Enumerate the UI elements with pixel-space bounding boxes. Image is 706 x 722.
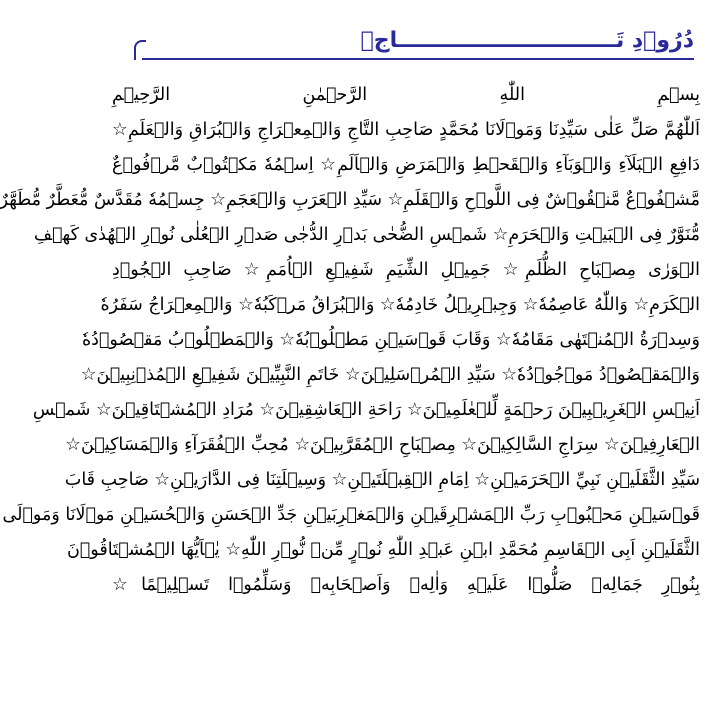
title-underline-hook	[134, 40, 146, 60]
text-line: سَيِّدِ الثَّقَلَيۡنِ نَبِيِّ الۡحَرَمَيۡنِ☆ اِمَامِ الۡقِبۡلَتَيۡنِ☆ وَسِيۡلَتِنَا فِى الدَّارَيۡنِ☆ صَاحِبِ قَابَ	[64, 470, 700, 490]
text-line: بِنُوۡرِ جَمَالِهٖ صَلُّوۡا عَلَيۡهِ وَاٰلِهٖ وَاَصۡحَابِهٖ وَسَلِّمُوۡا تَسۡلِيۡمًا☆	[112, 575, 700, 595]
text-line: اَنِيۡسِ الۡغَرِيۡبِيۡنَ رَحۡمَةٍ لِّلۡعٰلَمِيۡنَ☆ رَاحَةِ الۡعَاشِقِيۡنَ☆ مُرَادِ الۡمُشۡتَاقِيۡنَ☆ شَمۡسِ	[32, 400, 700, 420]
title-underline	[142, 58, 694, 60]
header	[112, 0, 700, 70]
text-line: اَللّٰهُمَّ صَلِّ عَلٰى سَيِّدِنَا وَمَوۡلَانَا مُحَمَّدٍ صَاحِبِ التَّاجِ وَالۡمِعۡرَاجِ وَالۡبُرَاقِ وَالۡعَلَمِ☆	[112, 120, 700, 140]
text-line: مُّنَوَّرٌ فِى الۡبَيۡتِ وَالۡحَرَمِ☆ شَمۡسِ الضُّحٰى بَدۡرِ الدُّجٰى صَدۡرِ الۡعُلٰى نُوۡرِ الۡهُدٰى كَهۡفِ	[33, 225, 700, 245]
text-line: الۡعَارِفِيۡنَ☆ سِرَاجِ السَّالِكِيۡنَ☆ مِصۡبَاحِ الۡمُقَرَّبِيۡنَ☆ مُحِبِّ الۡفُقَرَآءِ وَالۡمَسَاكِيۡنَ☆	[65, 435, 700, 455]
text-line: وَسِدۡرَةُ الۡمُنۡتَهٰى مَقَامُهٗ☆ وَقَابَ قَوۡسَيۡنِ مَطۡلُوۡبُهٗ☆ وَالۡمَطۡلُوۡبُ مَقۡصُوۡدُهٗ	[81, 330, 700, 350]
text-line: الۡكَرَمِ☆ وَاللّٰهُ عَاصِمُهٗ☆ وَجِبۡرِيۡلُ خَادِمُهٗ☆ وَالۡبُرَاقُ مَرۡكَبُهٗ☆ وَالۡمِعۡرَاجُ سَفَرُهٗ	[100, 295, 700, 315]
text-line: بِسۡمِ اللّٰهِ الرَّحۡمٰنِ الرَّحِیۡمِ	[112, 85, 700, 105]
text-line: الۡوَرٰى مِصۡبَاحِ الظُّلَمِ☆ جَمِيۡلِ الشِّيَمِ شَفِيۡعِ الۡاُمَمِ☆ صَاحِبِ الۡجُوۡدِ	[112, 260, 700, 280]
text-line: مَّشۡفُوۡعٌ مَّنۡقُوۡشٌ فِى اللَّوۡحِ وَالۡقَلَمِ☆ سَيِّدِ الۡعَرَبِ وَالۡعَجَمِ☆ جِسۡمُهٗ مُقَدَّسٌ مُّعَطَّرٌ مُّطَهَّرٌ	[0, 190, 700, 210]
page-title: دُرُوۡدِ تَـــــــــــــــــــــــــــــاجۡ	[360, 28, 694, 53]
text-line: وَالۡمَقۡصُوۡدُ مَوۡجُوۡدُهٗ☆ سَيِّدِ الۡمُرۡسَلِيۡنَ☆ خَاتَمِ النَّبِيِّيۡنَ شَفِيۡعِ الۡمُذۡنِبِيۡنَ☆	[80, 365, 700, 385]
text-line: قَوۡسَيۡنِ مَحۡبُوۡبِ رَبِّ الۡمَشۡرِقَيۡنِ وَالۡمَغۡرِبَيۡنِ جَدِّ الۡحَسَنِ وَالۡحُسَيۡنِ مَوۡلَانَا وَمَوۡلَى	[2, 505, 700, 525]
text-line: دَافِعِ الۡبَلَآءِ وَالۡوَبَآءِ وَالۡقَحۡطِ وَالۡمَرَضِ وَالۡاَلَمِ☆ اِسۡمُهٗ مَكۡتُوۡبٌ مَّرۡفُوۡعٌ	[112, 155, 700, 175]
text-line: الثَّقَلَيۡنِ اَبِى الۡقَاسِمِ مُحَمَّدِ ابۡنِ عَبۡدِ اللّٰهِ نُوۡرٍ مِّنۡ نُّوۡرِ اللّٰهِ☆ يٰۤاَيُّهَا الۡمُشۡتَاقُوۡنَ	[66, 540, 700, 560]
prayer-text	[0, 78, 700, 603]
